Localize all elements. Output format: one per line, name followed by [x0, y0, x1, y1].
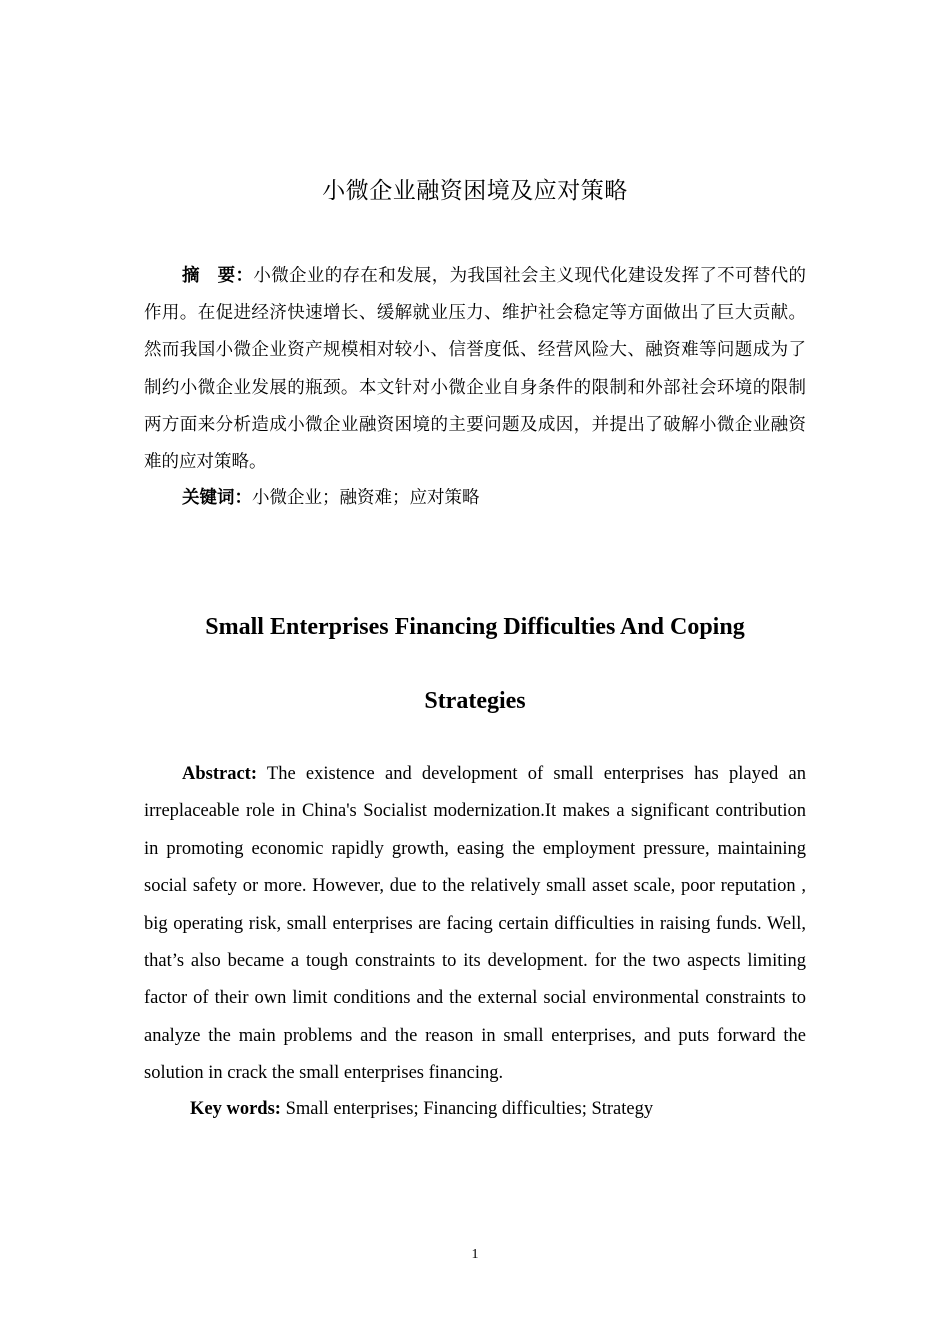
chinese-keywords: [182, 480, 480, 517]
english-title-line-2: Strategies: [424, 688, 526, 714]
chinese-abstract: [144, 258, 806, 481]
chinese-keywords-label: 关键词：: [182, 488, 252, 508]
chinese-title: 小微企业融资困境及应对策略: [322, 178, 628, 204]
english-abstract-label: Abstract:: [182, 764, 258, 784]
chinese-keywords-text: 小微企业；融资难；应对策略: [252, 488, 480, 508]
page-number: 1: [471, 1247, 479, 1262]
english-keywords: [190, 1092, 653, 1126]
english-abstract: [144, 756, 806, 1093]
english-keywords-label: Key words:: [190, 1099, 281, 1119]
chinese-abstract-label: 摘 要：: [182, 266, 254, 286]
english-keywords-text: Small enterprises; Financing difficulties; Strategy: [285, 1099, 654, 1119]
chinese-abstract-text: 小微企业的存在和发展，为我国社会主义现代化建设发挥了不可替代的作用。在促进经济快速增长、缓解就业压力、维护社会稳定等方面做出了巨大贡献。然而我国小微企业资产规模相对较小、信誉度低、经营风险大、融资难等问题成为了制约小微企业发展的瓶颈。本文针对小微企业自身条件的限制和外部社会环境的限制两方面来分析造成小微企业融资困境的主要问题及成因，并提出了破解小微企业融资难的应对策略。: [144, 266, 807, 473]
english-title-line-1: Small Enterprises Financing Difficulties And Coping: [205, 614, 745, 640]
english-title: [144, 590, 806, 738]
english-abstract-text: The existence and development of small enterprises has played an irreplaceable role in China's Socialist modernization.It makes a significant contribution in promoting economic rapidly growth, easing the employment pressure, maintaining social safety or more. However, due to the relatively small asset scale, poor reputation , big operating risk, small enterprises are facing certain difficulties in raising funds. Well, that’s also became a tough constraints to its development. for the two aspects limiting factor of their own limit conditions and the external social environmental constraints to analyze the main problems and the reason in small enterprises, and puts forward the solution in crack the small enterprises financing.: [144, 764, 806, 1084]
